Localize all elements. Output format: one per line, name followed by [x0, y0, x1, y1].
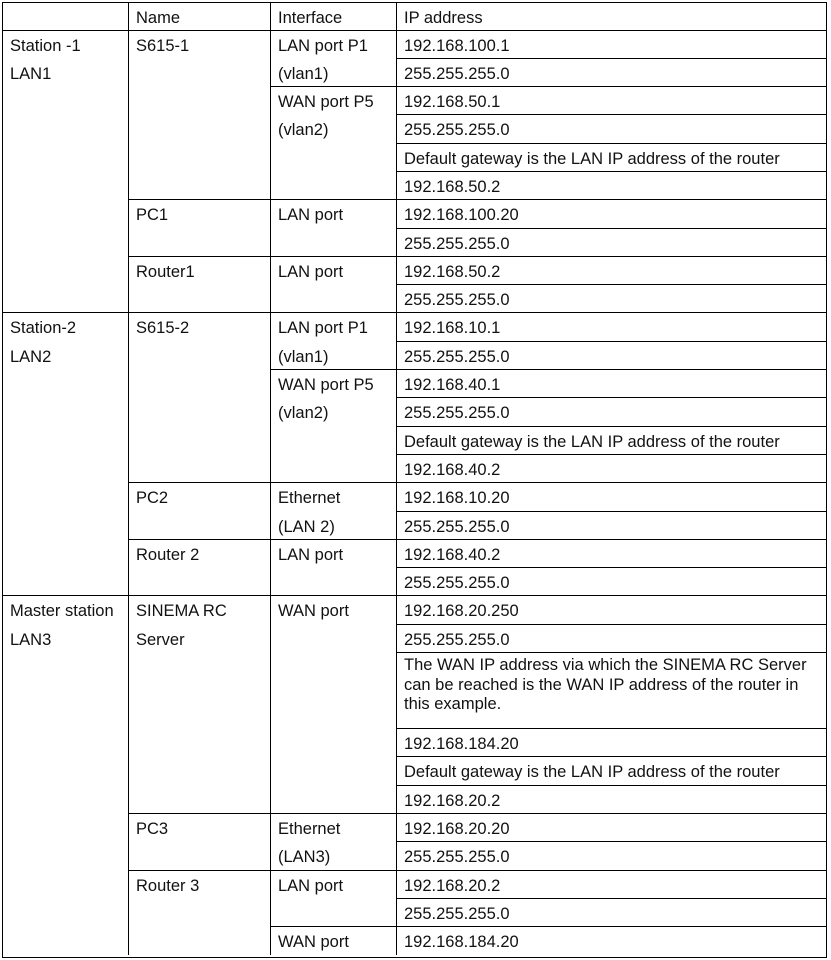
cell-line: WAN port P5	[278, 376, 374, 395]
ip-address-cell: 255.255.255.0	[397, 568, 826, 596]
header-name: Name	[129, 3, 271, 31]
cell-line: LAN2	[10, 347, 52, 366]
cell-line: LAN port	[278, 876, 344, 895]
cell-line: Ethernet	[278, 489, 341, 508]
cell-line: Server	[136, 630, 185, 649]
device-name-cell	[129, 31, 271, 201]
cell-line: Router1	[136, 262, 195, 281]
ip-address-cell: 255.255.255.0	[397, 59, 826, 87]
ip-address-cell: 192.168.50.2	[397, 257, 826, 285]
ip-address-table	[2, 2, 827, 958]
header-interface: Interface	[271, 3, 397, 31]
cell-line: Router 2	[136, 545, 200, 564]
device-name-cell	[129, 596, 271, 813]
ip-address-cell: 192.168.10.20	[397, 483, 826, 511]
ip-address-cell: 192.168.40.2	[397, 540, 826, 568]
cell-line: WAN port	[278, 933, 349, 952]
cell-line: (vlan2)	[278, 121, 329, 140]
interface-cell	[271, 483, 397, 540]
cell-line: (vlan2)	[278, 404, 329, 423]
cell-line: Master station	[10, 602, 114, 621]
interface-cell	[271, 596, 397, 813]
ip-address-cell: 192.168.184.20	[397, 729, 826, 757]
interface-cell	[271, 871, 397, 928]
device-name-cell	[129, 200, 271, 257]
ip-address-cell: 255.255.255.0	[397, 842, 826, 870]
ip-address-cell: 192.168.20.20	[397, 814, 826, 842]
ip-address-cell: Default gateway is the LAN IP address of the router	[397, 427, 826, 455]
cell-line: PC1	[136, 206, 169, 225]
station-cell	[3, 31, 129, 314]
interface-cell	[271, 87, 397, 200]
cell-line: LAN port	[278, 545, 344, 564]
cell-line: (vlan1)	[278, 347, 329, 366]
cell-line: LAN port	[278, 206, 344, 225]
cell-line: Station -1	[10, 36, 81, 55]
station-cell	[3, 596, 129, 955]
cell-line: LAN1	[10, 64, 52, 83]
cell-line: Station-2	[10, 319, 77, 338]
cell-line: WAN port	[278, 602, 349, 621]
device-name-cell	[129, 483, 271, 540]
device-name-cell	[129, 814, 271, 871]
header-blank	[3, 3, 129, 31]
ip-address-cell: 192.168.50.2	[397, 172, 826, 200]
ip-address-cell: Default gateway is the LAN IP address of the router	[397, 757, 826, 785]
header-ip-address: IP address	[397, 3, 826, 31]
device-name-cell	[129, 871, 271, 956]
cell-line: SINEMA RC	[136, 602, 227, 621]
ip-address-cell: 192.168.20.2	[397, 871, 826, 899]
device-name-cell	[129, 313, 271, 483]
ip-address-cell: 255.255.255.0	[397, 625, 826, 653]
cell-line: LAN port	[278, 262, 344, 281]
cell-line: LAN port P1	[278, 36, 368, 55]
cell-line: Ethernet	[278, 819, 341, 838]
ip-address-cell: The WAN IP address via which the SINEMA RC Server can be reached is the WAN IP address of the router in this example.	[397, 653, 826, 729]
ip-address-cell: 255.255.255.0	[397, 512, 826, 540]
interface-cell	[271, 31, 397, 88]
ip-address-cell: 255.255.255.0	[397, 398, 826, 426]
interface-cell	[271, 370, 397, 483]
cell-line: S615-2	[136, 319, 190, 338]
cell-line: Router 3	[136, 876, 200, 895]
ip-address-cell: 192.168.20.2	[397, 786, 826, 814]
cell-line: S615-1	[136, 36, 190, 55]
ip-address-cell: 192.168.184.20	[404, 933, 519, 952]
ip-address-cell: 192.168.10.1	[397, 313, 826, 341]
ip-address-cell: Default gateway is the LAN IP address of the router	[397, 144, 826, 172]
cell-line: LAN port P1	[278, 319, 368, 338]
ip-address-cell: 255.255.255.0	[397, 285, 826, 313]
cell-line: LAN3	[10, 630, 52, 649]
interface-cell	[271, 257, 397, 314]
ip-address-cell: 255.255.255.0	[397, 115, 826, 143]
cell-line: PC3	[136, 819, 169, 838]
cell-line: (LAN3)	[278, 848, 331, 867]
interface-cell	[271, 313, 397, 370]
interface-cell	[271, 814, 397, 871]
ip-address-cell: 192.168.100.20	[397, 200, 826, 228]
ip-address-cell: 192.168.20.250	[397, 596, 826, 624]
ip-address-cell: 192.168.40.2	[397, 455, 826, 483]
ip-address-cell: 255.255.255.0	[397, 342, 826, 370]
device-name-cell	[129, 257, 271, 314]
ip-address-cell: 192.168.100.1	[397, 31, 826, 59]
interface-cell	[271, 540, 397, 597]
station-cell	[3, 313, 129, 596]
cell-line: PC2	[136, 489, 169, 508]
device-name-cell	[129, 540, 271, 597]
ip-address-cell: 255.255.255.0	[397, 229, 826, 257]
ip-address-cell: 192.168.50.1	[397, 87, 826, 115]
interface-cell	[271, 200, 397, 257]
cell-line: (vlan1)	[278, 64, 329, 83]
cell-line: WAN port P5	[278, 93, 374, 112]
ip-address-cell: 192.168.40.1	[397, 370, 826, 398]
interface-cell	[271, 927, 397, 955]
ip-address-cell: 255.255.255.0	[397, 899, 826, 927]
cell-line: (LAN 2)	[278, 517, 335, 536]
